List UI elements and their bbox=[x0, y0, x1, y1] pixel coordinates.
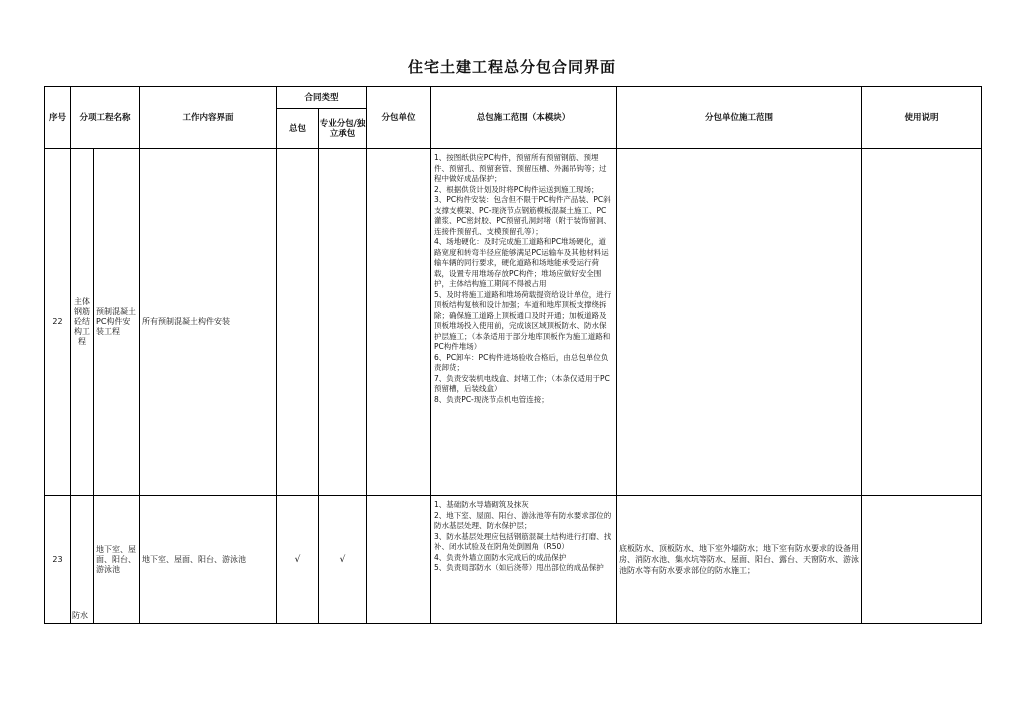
header-sub-unit: 分包单位 bbox=[367, 87, 431, 149]
header-general: 总包 bbox=[277, 109, 319, 149]
gc-scope-item: 2、根据供货计划及时将PC构件运送到施工现场； bbox=[434, 184, 599, 194]
row-specialty-mark bbox=[319, 149, 367, 496]
row-seq: 23 bbox=[45, 496, 71, 624]
contract-interface-table bbox=[44, 86, 982, 624]
header-specialty: 专业分包/独立承包 bbox=[319, 109, 367, 149]
gc-scope-item: 4、负责外墙立面防水完成后的成品保护 bbox=[434, 552, 567, 562]
header-notes: 使用说明 bbox=[862, 87, 982, 149]
row-content: 地下室、屋面、阳台、游泳池 bbox=[140, 496, 277, 624]
gc-scope-item: 6、PC卸车：PC构件进场验收合格后，由总包单位负责卸货； bbox=[434, 352, 609, 372]
row-sub-scope: 底板防水、顶板防水、地下室外墙防水；地下室有防水要求的设备用房、消防水池、集水坑等防水、屋面、阳台、露台、天窗防水、游泳池防水等有防水要求部位的防水施工； bbox=[617, 496, 862, 624]
row-category: 防水 bbox=[71, 496, 94, 624]
row-sub-scope bbox=[617, 149, 862, 496]
row-general-mark bbox=[277, 149, 319, 496]
row-gc-scope bbox=[431, 496, 617, 624]
page-title: 住宅土建工程总分包合同界面 bbox=[407, 58, 616, 76]
gc-scope-item: 8、负责PC-现浇节点机电管连接； bbox=[434, 394, 549, 404]
row-sub-unit bbox=[367, 496, 431, 624]
row-item: 预制混凝土PC构件安装工程 bbox=[94, 149, 140, 496]
header-contract-type: 合同类型 bbox=[277, 87, 367, 109]
row-gc-scope bbox=[431, 149, 617, 496]
table-row bbox=[45, 149, 982, 496]
gc-scope-item: 5、负责局部防水（如后浇带）甩出部位的成品保护 bbox=[434, 563, 604, 572]
gc-scope-item: 7、负责安装机电线盒、封堵工作；（本条仅适用于PC预留槽，后装线盒） bbox=[434, 373, 610, 393]
row-notes bbox=[862, 149, 982, 496]
row-category: 主体钢筋砼结构工程 bbox=[71, 149, 94, 496]
row-seq: 22 bbox=[45, 149, 71, 496]
header-sub-scope: 分包单位施工范围 bbox=[617, 87, 862, 149]
header-content: 工作内容界面 bbox=[140, 87, 277, 149]
row-sub-unit bbox=[367, 149, 431, 496]
gc-scope-item: 2、地下室、屋面、阳台、游泳池等有防水要求部位的防水基层处理、防水保护层； bbox=[434, 510, 612, 530]
header-item-name: 分项工程名称 bbox=[71, 87, 140, 149]
gc-scope-item: 5、及时将施工道路和堆场荷载提资给设计单位，进行顶板结构复核和设计加强；车道和地库顶板支撑绕拆除；确保施工道路上顶板通口及时开通；加板道路及顶板堆场投入使用前，完成该区域顶板防水、防水保护层施工；（本条适用于部分地库顶板作为施工道路和PC构件堆场） bbox=[434, 289, 612, 351]
row-content: 所有预制混凝土构件安装 bbox=[140, 149, 277, 496]
gc-scope-item: 3、PC构件安装：包含但不限于PC构件产品装、PC斜支撑支模架、PC-现浇节点钢筋模板混凝土施工、PC灌浆、PC密封胶、PC预留孔洞封堵（附于装饰留洞、连接件预留孔、支模预留孔等）； bbox=[434, 195, 612, 236]
gc-scope-item: 1、按图纸供应PC构件，预留所有预留钢筋、预埋件、预留孔、预留套管、预留压槽、外漏吊钩等；过程中做好成品保护； bbox=[434, 153, 607, 183]
row-specialty-mark: √ bbox=[319, 496, 367, 624]
gc-scope-item: 4、场地硬化：及时完成施工道路和PC堆场硬化，道路宽度和转弯半径应能够满足PC运输车及其他材料运输车辆的同行要求，硬化道路和场地能承受运行荷载，设置专用堆场存放PC构件；堆场应做好安全围护，主体结构施工期间不得被占用 bbox=[434, 237, 609, 288]
header-seq: 序号 bbox=[45, 87, 71, 149]
gc-scope-item: 3、防水基层处理应包括钢筋混凝土结构进行打磨、找补、闭水试验及在阴角处倒圆角（R50） bbox=[434, 531, 612, 551]
header-gc-scope: 总包施工范围（本模块） bbox=[431, 87, 617, 149]
table-row bbox=[45, 496, 982, 624]
gc-scope-item: 1、基础防水导墙砌筑及抹灰 bbox=[434, 500, 529, 509]
row-general-mark: √ bbox=[277, 496, 319, 624]
row-item: 地下室、屋面、阳台、游泳池 bbox=[94, 496, 140, 624]
row-notes bbox=[862, 496, 982, 624]
